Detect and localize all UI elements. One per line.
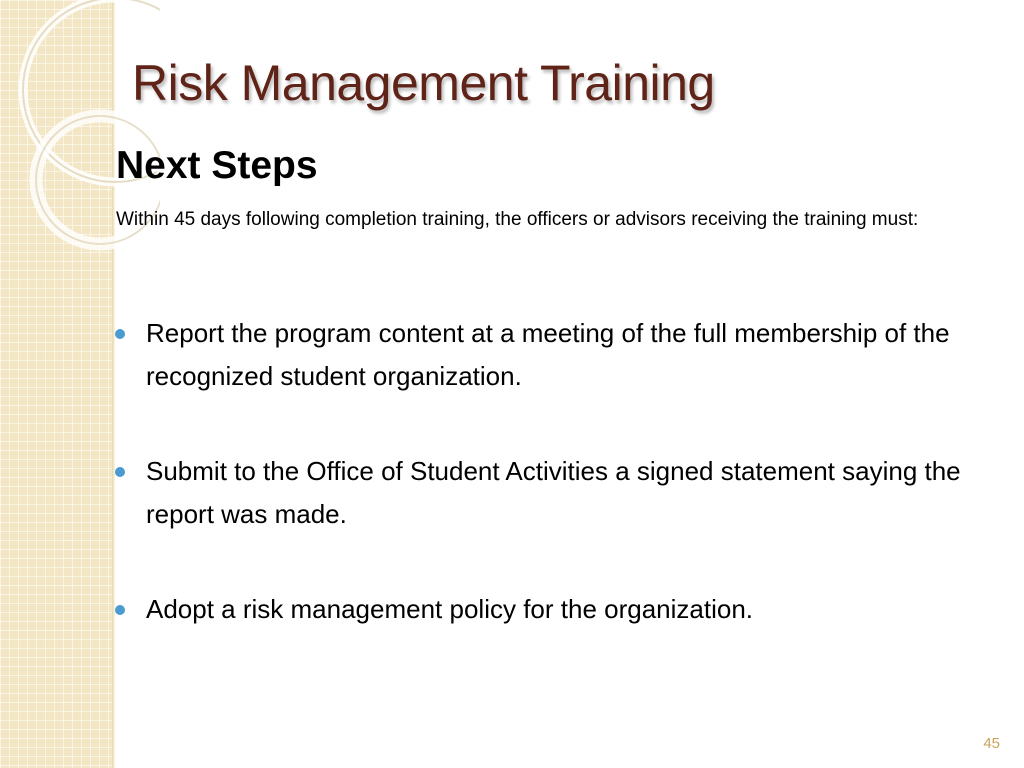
bullet-list: [114, 312, 994, 683]
bullet-text: Report the program content at a meeting of the full membership of the recognized student organization.: [146, 318, 950, 391]
slide-title: Risk Management Training: [132, 55, 715, 111]
bullet-item-adopt: [114, 588, 994, 631]
bullet-item-report: [114, 312, 994, 398]
round-bullet-icon: [115, 467, 125, 477]
bullet-text: Submit to the Office of Student Activities a signed statement saying the report was made.: [146, 456, 961, 529]
bullet-text: Adopt a risk management policy for the organization.: [146, 594, 754, 624]
page-number: 45: [983, 735, 1000, 752]
round-bullet-icon: [115, 605, 125, 615]
slide-subtitle: Next Steps: [116, 144, 318, 187]
round-bullet-icon: [115, 329, 125, 339]
intro-text: Within 45 days following completion training, the officers or advisors receiving the training must:: [116, 209, 919, 230]
bullet-item-submit: [114, 450, 994, 536]
